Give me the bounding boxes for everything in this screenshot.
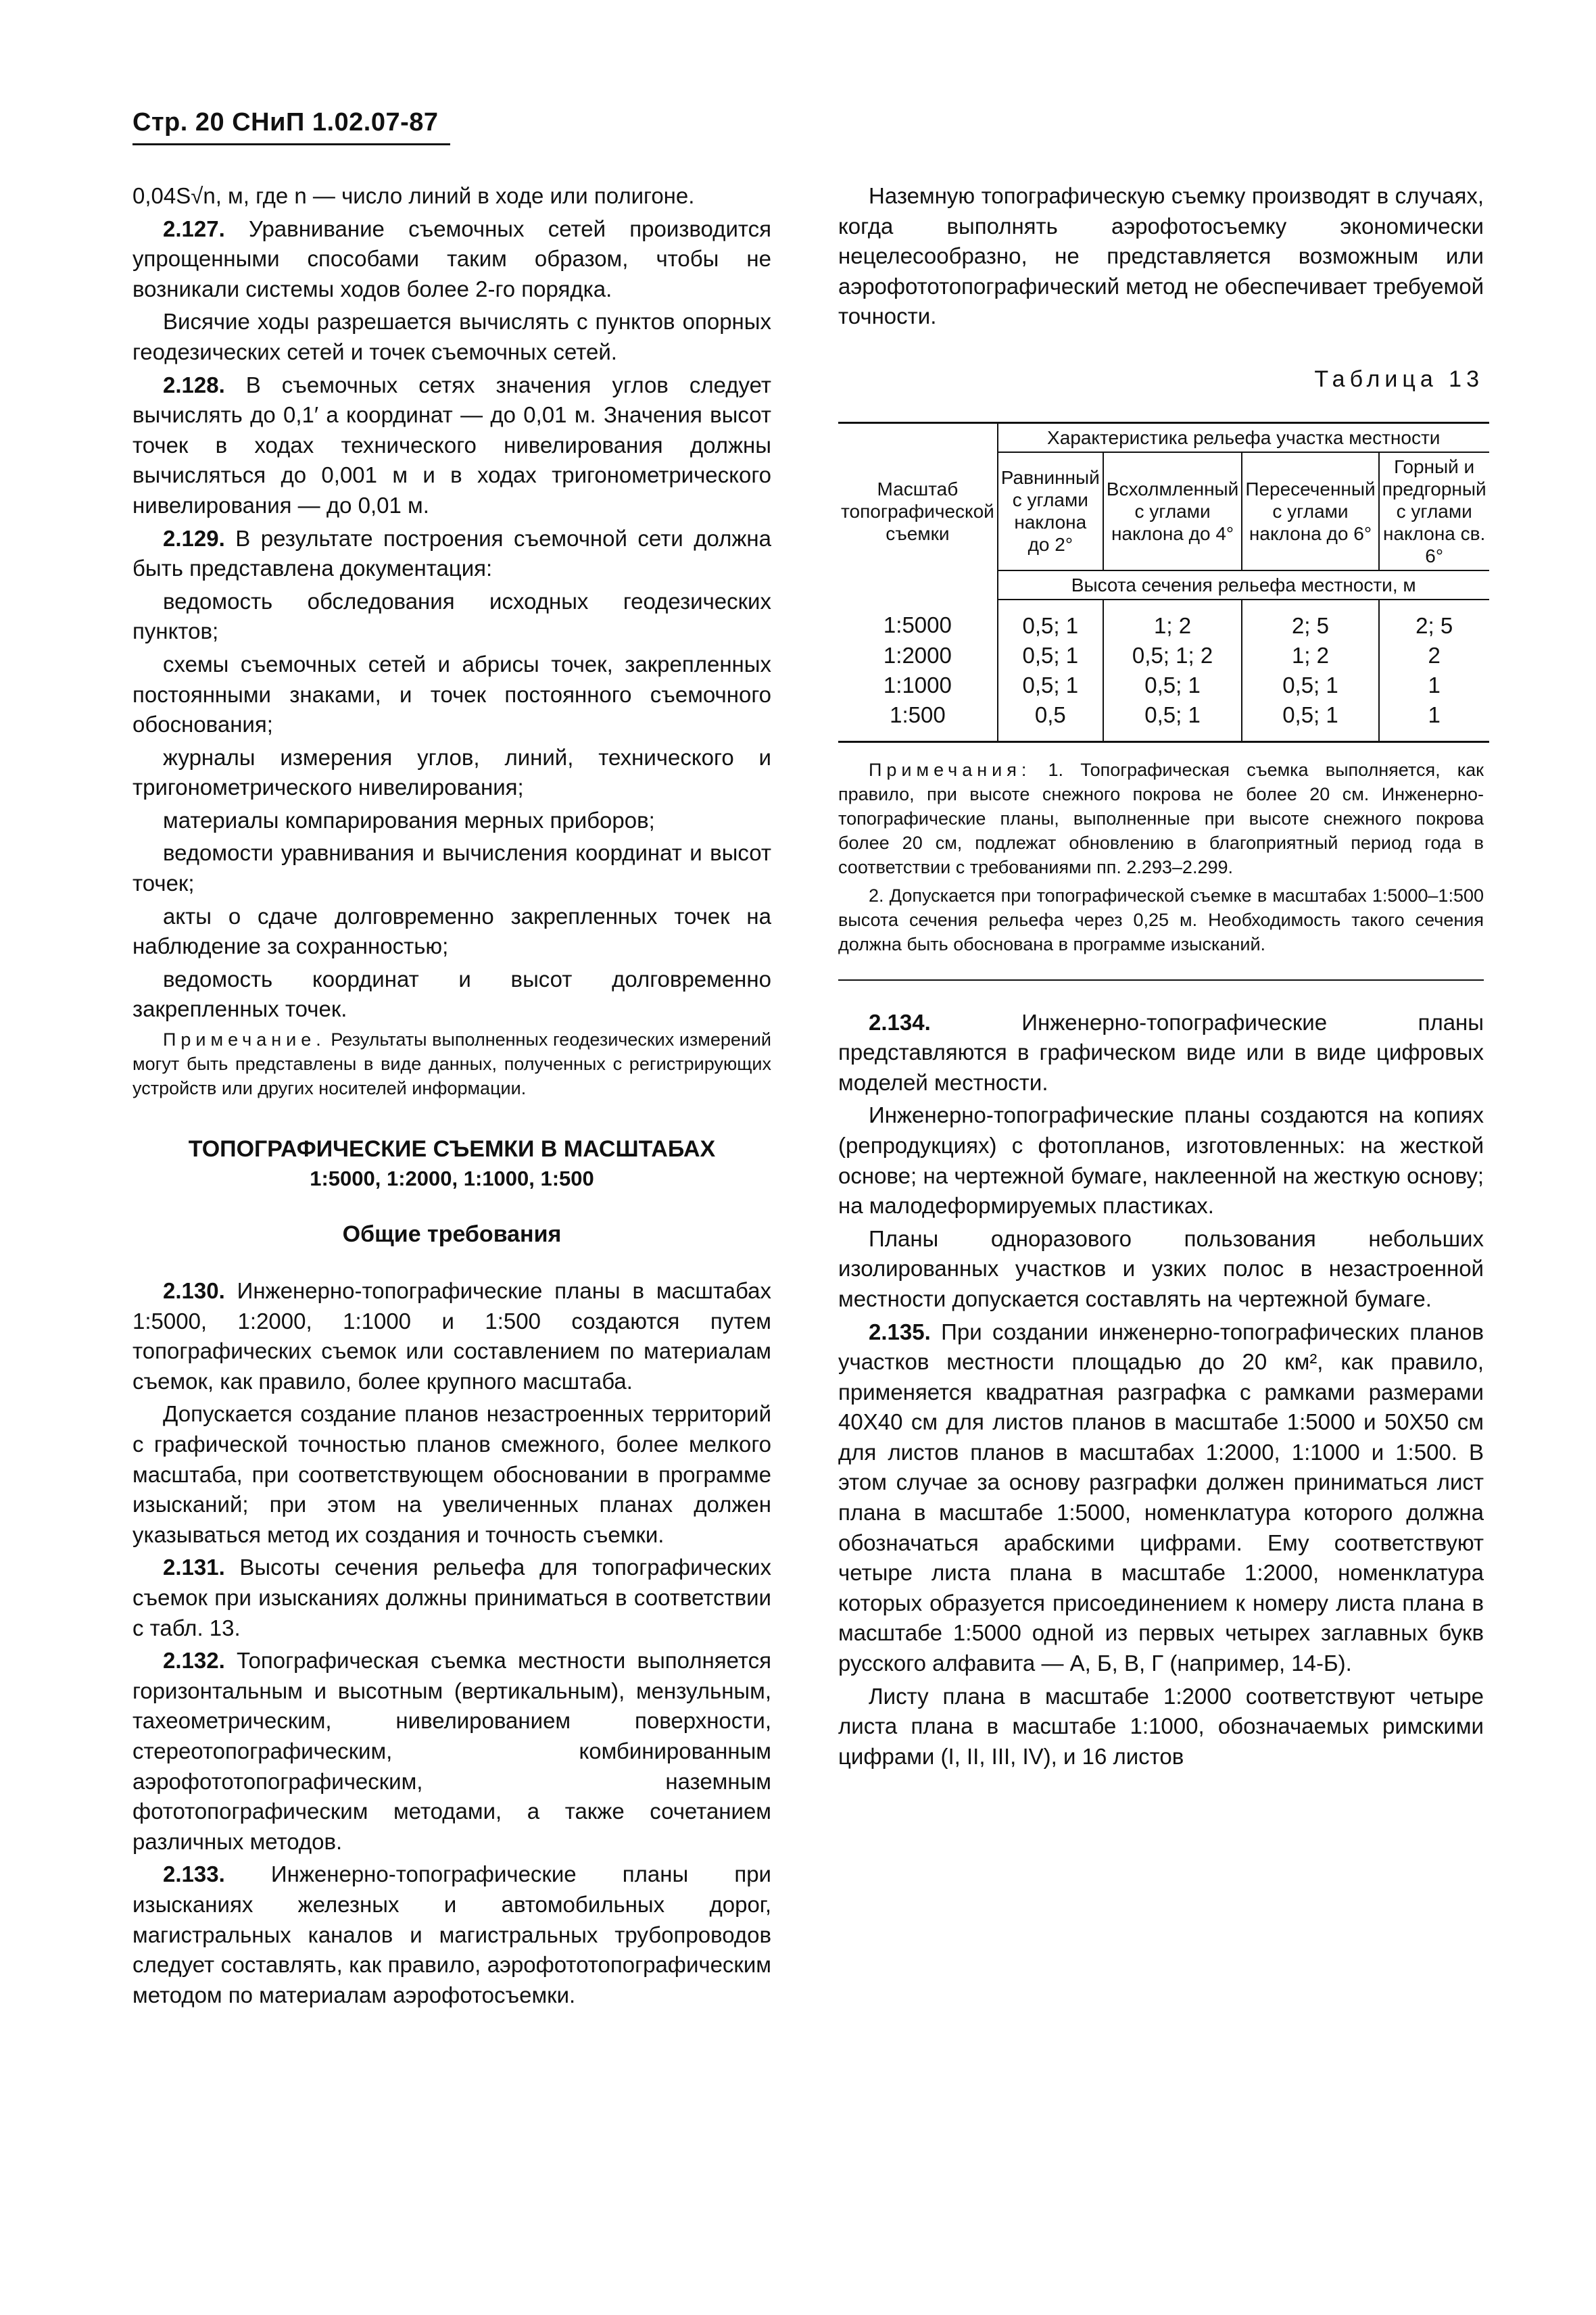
- paragraph-2-132: [132, 1646, 771, 1857]
- right-column: [838, 181, 1484, 1774]
- paragraph-2-134: [838, 1008, 1484, 1098]
- notes-label: Примечания:: [869, 759, 1032, 780]
- paragraph-2-127: [132, 214, 771, 305]
- table-cell: 1:5000: [883, 612, 952, 638]
- subsection-title: Общие требования: [342, 1221, 562, 1248]
- paragraph-formula: 0,04S√n, м, где n — число линий в ходе или полигоне.: [132, 183, 695, 208]
- table-cell: 2: [1379, 641, 1489, 671]
- clause-text: Инженерно-топографические планы при изысканиях железных и автомобильных дорог, магистральных каналов и магистральных трубопроводов следует составлять, как правило, аэрофототопографическим методом по материалам аэрофотосъемки.: [132, 1861, 771, 2007]
- header-rule: [132, 143, 450, 145]
- clause-text: Высоты сечения рельефа для топографических съемок при изысканиях должны приниматься в соответствии с табл. 13.: [132, 1555, 771, 1640]
- clause-number: 2.128.: [163, 372, 225, 397]
- table-cell: 0,5; 1: [998, 600, 1103, 641]
- note: [132, 1027, 771, 1100]
- notes-divider: [838, 979, 1484, 981]
- list-item: акты о сдаче долговременно закрепленных точек на наблюдение за сохранностью;: [132, 903, 771, 959]
- table-cell: 2; 5: [1379, 600, 1489, 641]
- note-text: Результаты выполненных геодезических измерений могут быть представлены в виде данных, полученных с регистрирующих устройств или других носителей информации.: [132, 1029, 771, 1099]
- paragraph-2-131: [132, 1553, 771, 1643]
- clause-text: При создании инженерно-топографических планов участков местности площадью до 20 км², как правило, применяется квадратная разграфка с рамками размерами 40Х40 см для листов планов в масштабе 1:5000 и 50Х50 см для листов планов в масштабах 1:2000, 1:1000 и 1:500. В этом случае за основу разграфки должен приниматься лист плана в масштабе 1:5000, номенклатура которого должна обозначаться арабскими цифрами. Ему соответствуют четыре листа плана в масштабе 1:2000, номенклатура которых образуется присоединением к номеру листа плана в масштабе 1:5000 одной из первых четырех заглавных букв русского алфавита — А, Б, В, Г (например, 14-Б).: [838, 1319, 1484, 1676]
- clause-text: В съемочных сетях значения углов следует вычислять до 0,1′ а координат — до 0,01 м. Значения высот точек в ходах технического нивелирования должны вычисляться до 0,001 м и в ходах тригонометрического нивелирования — до 0,01 м.: [132, 372, 771, 518]
- paragraph-2-133: [132, 1859, 771, 2010]
- section-scales: 1:5000, 1:2000, 1:1000, 1:500: [310, 1167, 594, 1191]
- relief-col-header: Равнинный с углами наклона до 2°: [998, 452, 1103, 570]
- table-cell: 2; 5: [1242, 600, 1378, 641]
- list-item: журналы измерения углов, линий, технического и тригонометрического нивелирования;: [132, 744, 771, 800]
- table-cell: 0,5; 1; 2: [1103, 641, 1242, 671]
- clause-number: 2.134.: [869, 1009, 931, 1035]
- table-cell: 0,5: [998, 700, 1103, 742]
- list-item: ведомости уравнивания и вычисления координат и высот точек;: [132, 840, 771, 896]
- height-header: Высота сечения рельефа местности, м: [998, 570, 1489, 600]
- table-cell: 0,5; 1: [998, 671, 1103, 700]
- table-note-1: [838, 758, 1484, 879]
- list-item: схемы съемочных сетей и абрисы точек, закрепленных постоянными знаками, и точек постоянного съемочного обоснования;: [132, 651, 771, 737]
- clause-text: Уравнивание съемочных сетей производится упрощенными способами таким образом, чтобы не возникали системы ходов более 2-го порядка.: [132, 216, 771, 301]
- paragraph-2-130: [132, 1276, 771, 1396]
- clause-text: Топографическая съемка местности выполняется горизонтальным и высотным (вертикальным), мензульным, тахеометрическим, нивелированием поверхности, стереотопографическим, комбинированным аэрофототопографическим, наземным фототопографическим методами, а также сочетанием различных методов.: [132, 1648, 771, 1854]
- clause-text: В результате построения съемочной сети должна быть представлена документация:: [132, 525, 771, 581]
- clause-number: 2.130.: [163, 1278, 225, 1304]
- table-cell: 1: [1379, 700, 1489, 742]
- table-cell: 1; 2: [1103, 600, 1242, 641]
- paragraph-2-134-c: Планы одноразового пользования небольших изолированных участков и узких полос в незастроенной местности допускается составлять на чертежной бумаге.: [838, 1225, 1484, 1311]
- clause-text: Инженерно-топографические планы в масштабах 1:5000, 1:2000, 1:1000 и 1:500 создаются путем топографических съемок или составлением по материалам съемок, как правило, более крупного масштаба.: [132, 1278, 771, 1394]
- left-column: [132, 181, 771, 2013]
- table-cell: 1:500: [838, 700, 998, 742]
- clause-number: 2.131.: [163, 1555, 225, 1580]
- clause-number: 2.135.: [869, 1319, 931, 1344]
- table-notes: [838, 758, 1484, 956]
- table-row: [838, 600, 1489, 641]
- paragraph-2-135-b: Листу плана в масштабе 1:2000 соответствуют четыре листа плана в масштабе 1:1000, обозначаемых римскими цифрами (I, II, III, IV), и 16 листов: [838, 1683, 1484, 1769]
- relief-col-header: Пересеченный с углами наклона до 6°: [1242, 452, 1378, 570]
- section-title: ТОПОГРАФИЧЕСКИЕ СЪЕМКИ В МАСШТАБАХ: [188, 1136, 716, 1163]
- paragraph-2-135: [838, 1317, 1484, 1679]
- paragraph-hanging-traverses: Висячие ходы разрешается вычислять с пунктов опорных геодезических сетей и точек съемочных сетей.: [132, 309, 771, 364]
- paragraph-2-130-b: Допускается создание планов незастроенных территорий с графической точностью планов смежного, более мелкого масштаба, при соответствующем обосновании в программе изысканий; при этом на увеличенных планах должен указываться метод их создания и точность съемки.: [132, 1401, 771, 1547]
- relief-col-header: Всхолмленный с углами наклона до 4°: [1103, 452, 1242, 570]
- table-cell: 0,5; 1: [1103, 700, 1242, 742]
- table-note-2: 2. Допускается при топографической съемке в масштабах 1:5000–1:500 высота сечения рельефа через 0,25 м. Необходимость такого сечения должна быть обоснована в программе изысканий.: [838, 885, 1484, 954]
- paragraph-2-128: [132, 370, 771, 521]
- clause-number: 2.132.: [163, 1648, 225, 1674]
- paragraph-ground-survey: Наземную топографическую съемку производят в случаях, когда выполнять аэрофотосъемку экономически нецелесообразно, не представляется возможным или аэрофототопографический метод не обеспечивает требуемой точности.: [838, 183, 1484, 329]
- list-item: ведомость координат и высот долговременно закрепленных точек.: [132, 966, 771, 1022]
- paragraph-2-134-b: Инженерно-топографические планы создаются на копиях (репродукциях) с фотопланов, изготовленных: на жесткой основе; на чертежной бумаге, наклеенной на жесткую основу; на малодеформируемых пластиках.: [838, 1102, 1484, 1219]
- table-cell: 0,5; 1: [1242, 671, 1378, 700]
- list-item: ведомость обследования исходных геодезических пунктов;: [132, 588, 771, 644]
- table-cell: 1:1000: [883, 672, 952, 698]
- clause-text: Инженерно-топографические планы представляются в графическом виде или в виде цифровых моделей местности.: [838, 1009, 1484, 1095]
- table-row: [838, 700, 1489, 742]
- list-item: материалы компарирования мерных приборов;: [163, 807, 655, 833]
- paragraph-2-129: [132, 524, 771, 584]
- table-cell: 1; 2: [1242, 641, 1378, 671]
- relief-header: Характеристика рельефа участка местности: [998, 422, 1489, 452]
- table-13: [838, 422, 1489, 743]
- scale-header: Масштаб топографической съемки: [838, 422, 998, 600]
- table-cell: 0,5; 1: [1242, 700, 1378, 742]
- relief-col-header: Горный и предгорный с углами наклона св. 6°: [1379, 452, 1489, 570]
- clause-number: 2.129.: [163, 525, 225, 551]
- table-cell: 0,5; 1: [1103, 671, 1242, 700]
- clause-number: 2.133.: [163, 1861, 225, 1887]
- table-cell: 0,5; 1: [998, 641, 1103, 671]
- note-label: Примечание.: [163, 1029, 326, 1050]
- table-cell: 1:2000: [883, 642, 952, 668]
- page-header: Стр. 20 СНиП 1.02.07-87: [132, 108, 439, 137]
- clause-number: 2.127.: [163, 216, 225, 241]
- note-text: 1. Топографическая съемка выполняется, как правило, при высоте снежного покрова не более 20 см. Инженерно-топографические планы, выполненные при высоте снежного покрова более 20 см, подлежат обновлению в благоприятный период года в соответствии с требованиями пп. 2.293–2.299.: [838, 759, 1484, 877]
- table-cell: 1: [1379, 671, 1489, 700]
- table-caption: Таблица 13: [1314, 366, 1484, 392]
- table-row: [838, 641, 1489, 671]
- table-row: [838, 671, 1489, 700]
